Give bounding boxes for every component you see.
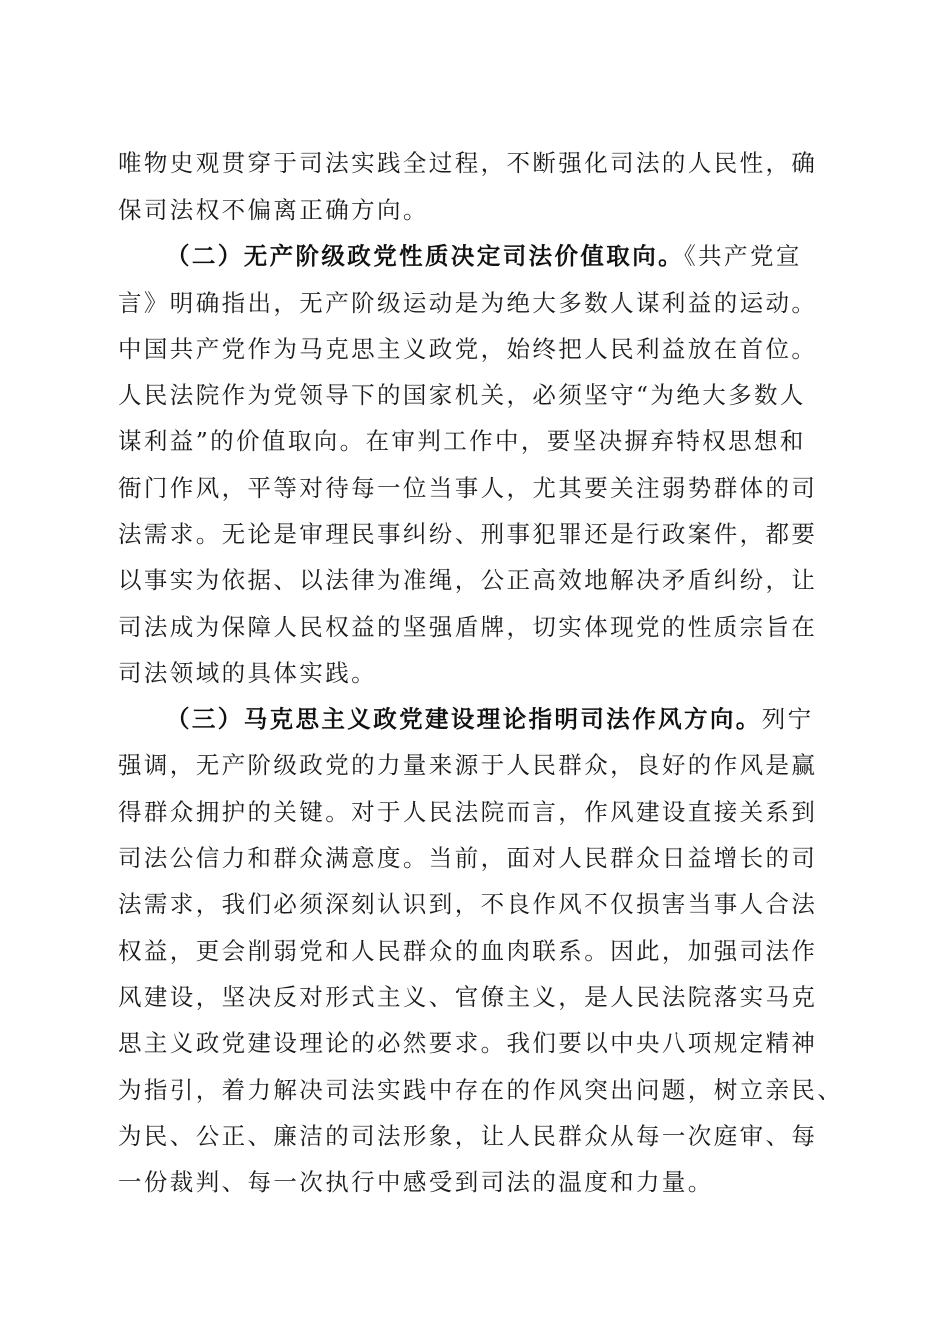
section-heading-2: （二）无产阶级政党性质决定司法价值取向。: [166, 242, 684, 270]
paragraph-3-line-10: 为民、公正、廉洁的司法形象，让人民群众从每一次庭审、每: [118, 1122, 818, 1150]
paragraph-2-line-8: 以事实为依据、以法律为准绳，公正高效地解决矛盾纠纷，让: [118, 566, 818, 594]
paragraph-2-line-9: 司法成为保障人民权益的坚强盾牌，切实体现党的性质宗旨在: [118, 613, 818, 641]
paragraph-3-line-9: 为指引，着力解决司法实践中存在的作风突出问题，树立亲民、: [118, 1076, 844, 1104]
paragraph-3-line-8: 思主义政党建设理论的必然要求。我们要以中央八项规定精神: [118, 1029, 818, 1057]
paragraph-3-line-11: 一份裁判、每一次执行中感受到司法的温度和力量。: [118, 1168, 714, 1196]
paragraph-2-line-7: 法需求。无论是审理民事纠纷、刑事犯罪还是行政案件，都要: [118, 520, 818, 548]
paragraph-2-line-2: 言》明确指出，无产阶级运动是为绝大多数人谋利益的运动。: [118, 289, 818, 317]
paragraph-2-line-4: 人民法院作为党领导下的国家机关，必须坚守“为绝大多数人: [118, 381, 806, 409]
paragraph-2-first-line-rest: 《共产党宣: [684, 242, 802, 270]
paragraph-3-line-3: 得群众拥护的关键。对于人民法院而言，作风建设直接关系到: [118, 798, 818, 826]
paragraph-2-line-1: [166, 238, 802, 274]
paragraph-3-line-6: 权益，更会削弱党和人民群众的血肉联系。因此，加强司法作: [118, 937, 818, 965]
paragraph-3-first-line-rest: 列宁: [761, 705, 814, 733]
paragraph-3-line-4: 司法公信力和群众满意度。当前，面对人民群众日益增长的司: [118, 844, 818, 872]
paragraph-2-line-5: 谋利益”的价值取向。在审判工作中，要坚决摒弃特权思想和: [118, 427, 806, 455]
paragraph-2-line-10: 司法领域的具体实践。: [118, 659, 377, 687]
paragraph-3-line-1: [166, 701, 814, 737]
paragraph-1-line-1: 唯物史观贯穿于司法实践全过程，不断强化司法的人民性，确: [118, 149, 818, 177]
paragraph-1-line-2: 保司法权不偏离正确方向。: [118, 196, 429, 224]
paragraph-3-line-5: 法需求，我们必须深刻认识到，不良作风不仅损害当事人合法: [118, 890, 818, 918]
section-heading-3: （三）马克思主义政党建设理论指明司法作风方向。: [166, 705, 762, 733]
paragraph-3-line-2: 强调，无产阶级政党的力量来源于人民群众，良好的作风是赢: [118, 751, 818, 779]
paragraph-3-line-7: 风建设，坚决反对形式主义、官僚主义，是人民法院落实马克: [118, 983, 818, 1011]
paragraph-2-line-3: 中国共产党作为马克思主义政党，始终把人民利益放在首位。: [118, 335, 818, 363]
paragraph-2-line-6: 衙门作风，平等对待每一位当事人，尤其要关注弱势群体的司: [118, 474, 818, 502]
